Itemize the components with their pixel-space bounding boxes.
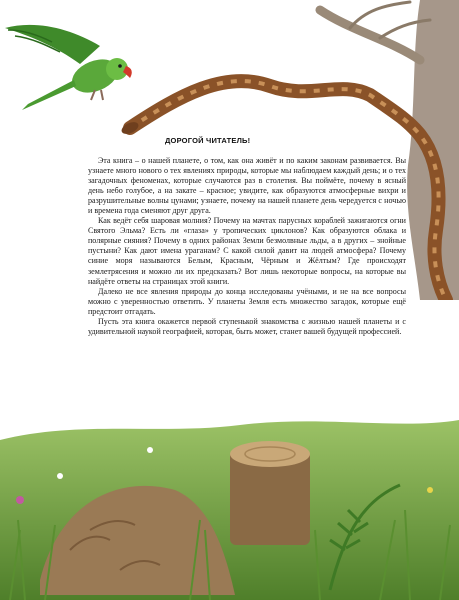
- page-heading: ДОРОГОЙ ЧИТАТЕЛЬ!: [165, 136, 251, 145]
- parrot-illustration: [0, 6, 140, 116]
- meadow-illustration: [0, 380, 459, 600]
- tree-branch: [320, 10, 420, 60]
- parrot-tail: [22, 80, 76, 110]
- paragraph-4: Пусть эта книга окажется первой ступенькой знакомства с жизнью нашей планеты и с удивительной наукой географией, которая, быть может, станет вашей будущей профессией.: [88, 316, 406, 336]
- paragraph-1: Эта книга – о нашей планете, о том, как она живёт и по каким законам развивается. Вы узнаете много нового о тех явлениях природы, которые мы наблюдаем каждый день; и о тех загадочных феноменах, которые случаются раз в столетия. Вы поймёте, почему в ясный день небо голубое, а на закате – красное; увидите, как образуются атмосферные вихри и разрушительные волны цунами; узнаете, почему на нашей планете день чередуется с ночью и времена года сменяют друг друга.: [88, 156, 406, 216]
- stump-top: [230, 441, 310, 467]
- body-text: [88, 156, 406, 337]
- paragraph-2: Как ведёт себя шаровая молния? Почему на мачтах парусных кораблей зажигаются огни Святого Эльма? Есть ли «глаза» у тропических циклонов? Как образуются облака и полярные сияния? Почему в одних районах Земли безмолвные льды, а в других – знойные пустыни? Как дают имена ураганам? С какой силой давит на людей атмосфера? Почему синие моря называются Белым, Красным, Чёрным и Жёлтым? Где происходят землетрясения и можно ли их предсказать? Вот лишь некоторые вопросы, на которые вы найдёте ответы на страницах этой книги.: [88, 216, 406, 286]
- paragraph-3: Далеко не все явления природы до конца исследованы учёными, и не на все вопросы можно с уверенностью ответить. У планеты Земля есть множество загадок, которые ещё предстоит отгадать.: [88, 286, 406, 316]
